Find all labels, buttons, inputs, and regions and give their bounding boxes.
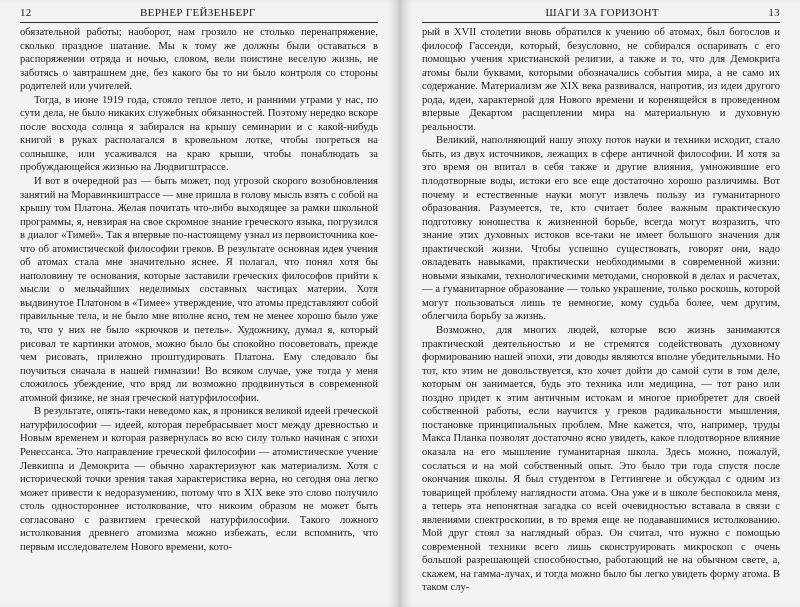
right-page-text xyxy=(422,26,780,595)
paragraph: рый в XVII столетии вновь обратился к учению об атомах, был богослов и философ Гассенди, который, безусловно, не собирался оспаривать с его помощью учения христианской религии, а также и то, что для Демокрита атомы были буквами, которыми обозначались события мира, а не само их содержание. Материализм же XIX века развивался, напротив, из идеи другого рода, идеи, характерной для Нового времени и коренящейся в проведенном впервые Декартом расщеплении мира на материальную и духовную реальности. xyxy=(422,27,780,133)
left-page-text xyxy=(20,26,378,554)
paragraph: Возможно, для многих людей, которые всю жизнь занимаются практической деятельностью и не стремятся содействовать духовному формированию нашей эпохи, эти доводы являются вполне убедительными. Но тот, кто этим не довольствуется, кто хочет дойти до самой сути в том деле, которым он занимается, будь это техника или медицина, — тот рано или поздно придет к этим античным истокам и многое приобретет для своей собственной работы, если научится у греков радикальности мышления, постановке принципиальных проблем. Мне кажется, что, например, труды Макса Планка позволят достаточно ясно увидеть, какое плодотворное влияние оказала на его мышление гуманитарная школа. Здесь можно, пожалуй, сослаться и на мой собственный опыт. Это было три года спустя после окончания школы. Я был студентом в Геттингене и обсуждал с одним из товарищей проблему наглядности атома. Она уже и в школе беспокоила меня, а теперь эта непонятная загадка со всей очевидностью вставала в связи с явлениями спектроскопии, в то время еще не подававшимися истолкованию. Мой друг стоял за наглядный образ. Он считал, что нужно с помощью современной техники всего лишь сконструировать микроскоп с очень большой разрешающей способностью, работающий не на обычном свете, а, скажем, на гамма-лучах, и тогда можно было бы легко увидеть форму атома. В таком слу- xyxy=(422,325,780,594)
right-running-header xyxy=(422,6,780,23)
paragraph: обязательной работы; наоборот, нам грозило не столько перенапряжение, сколько праздное шатание. Мы к тому же должны были оставаться в распоряжении отряда и ночью, словом, вели поистине веселую жизнь, не заботясь о завтрашнем дне, без какого бы то ни было контроля со стороны родителей или учителей. xyxy=(20,27,378,93)
right-running-head: ШАГИ ЗА ГОРИЗОНТ xyxy=(545,7,659,19)
left-running-header xyxy=(20,6,378,23)
paragraph: И вот в очередной раз — быть может, под угрозой скорого возобновления занятий на Моравинкиштрассе — мне пришла в голову мысль взять с собой на крышу том Платона. Желая почитать что-либо выходящее за рамки школьной программы, я, невзирая на свое скромное знание греческого языка, погрузился в диалог «Тимей». Так я впервые по-настоящему узнал из первоисточника кое-что об атомистической философии греков. В результате основная идея учения об атомах стала мне значительно яснее. Я полагал, что понял хотя бы наполовину те основания, которые заставили греческих философов прийти к мысли о мельчайших неделимых составных частицах материи. Хотя выдвинутое Платоном в «Тимее» утверждение, что атомы представляют собой правильные тела, и не было мне вполне ясно, тем не менее хорошо было уже то, что у них не было «крючков и петель». Художнику, думал я, который рисовал те картинки атомов, можно было бы спокойно посоветовать, прежде чем рисовать, прилежно проштудировать Платона. Ему следовало бы поучиться сначала в нашей гимназии! Во всяком случае, уже тогда у меня сложилось убеждение, что вряд ли возможно продвинуться в современной атомной физике, не зная греческой натурфилософии. xyxy=(20,176,378,404)
left-running-head: ВЕРНЕР ГЕЙЗЕНБЕРГ xyxy=(140,7,256,19)
paragraph: Тогда, в июне 1919 года, стояло теплое лето, и ранними утрами у нас, по сути дела, не было никаких служебных обязанностей. Поэтому нередко вскоре после восхода солнца я забирался на крышу семинарии и с какой-нибудь книгой в руках располагался в кровельном лотке, чтобы погреться на солнышке, или усаживался на краю крыши, чтобы понаблюдать за пробуждающейся жизнью на Людвигштрассе. xyxy=(20,94,378,174)
right-page-number: 13 xyxy=(768,7,780,19)
paragraph: Великий, наполняющий нашу эпоху поток науки и техники исходит, стало быть, из двух источников, лежащих в сфере античной философии. И хотя за это время он впитал в себя также и другие влияния, умножившие его плодотворные воды, истоки его все еще достаточно хорошо различимы. Вот почему и естественные науки могут извлечь пользу из гуманитарного образования. Разумеется, те, кто считает более важным практическую подготовку юношества к жизненной борьбе, всегда могут возразить, что знание этих духовных истоков все-таки не имеет большого значения для практической жизни. Чтобы успешно существовать, говорят они, надо овладевать навыками, практически необходимыми в современной жизни: новыми языками, технологическими методами, сноровкой в делах и расчетах, — а гуманитарное образование — только украшение, только роскошь, которой могут пользоваться лишь те немногие, кому судьба более, чем другим, облегчила борьбу за жизнь. xyxy=(422,135,780,323)
right-page xyxy=(400,0,800,607)
left-page-number: 12 xyxy=(20,7,32,19)
paragraph: В результате, опять-таки неведомо как, я проникся великой идеей греческой натурфилософии — идеей, которая перебрасывает мост между древностью и Новым временем и которая развернулась во всю силу только начиная с эпохи Ренессанса. Это направление греческой философии — атомистическое учение Левкиппа и Демокрита — обычно характеризуют как материализм. Хотя с исторической точки зрения такая характеристика верна, но сегодня она легко может привести к недоразумению, потому что в XIX веке это слово получило столь одностороннее истолкование, что никоим образом не может быть согласовано с развитием греческой натурфилософии. Такого ложного истолкования древнего атомизма можно избежать, если вспомнить, что первым исследователем Нового времени, кото- xyxy=(20,406,378,553)
